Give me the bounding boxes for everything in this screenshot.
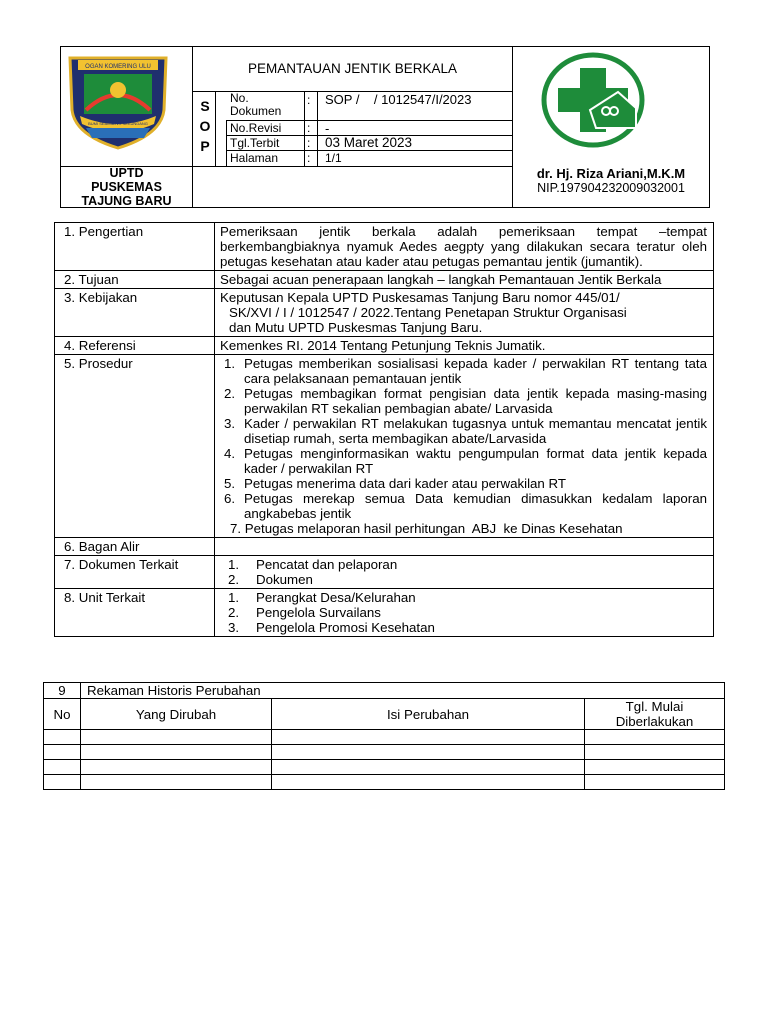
field-halaman-label: Halaman	[230, 151, 279, 165]
prosedur-step	[220, 356, 707, 386]
unit-item	[224, 590, 707, 605]
step-number: 2.	[224, 386, 236, 401]
sop-letter-p: P	[200, 138, 210, 154]
step-text: Petugas memberikan sosialisasi kepada kader / perwakilan RT tentang tata cara pelaksanaan pemantauan jentik	[244, 356, 707, 386]
table-cell	[81, 775, 272, 790]
prosedur-label: 5. Prosedur	[55, 355, 215, 538]
dokumen-items	[215, 556, 714, 589]
field-no-revisi-value: -	[325, 121, 330, 136]
row-kebijakan	[55, 289, 714, 337]
col-no-header: No	[44, 699, 81, 730]
table-cell	[585, 775, 725, 790]
table-cell	[272, 730, 585, 745]
table-cell	[44, 730, 81, 745]
table-cell	[81, 760, 272, 775]
dokumen-item	[224, 557, 707, 572]
table-row	[44, 775, 725, 790]
bagan-value	[215, 538, 714, 556]
regency-emblem	[66, 50, 170, 150]
tujuan-text: Sebagai acuan penerapaan langkah – langkah Pemantauan Jentik Berkala	[215, 271, 714, 289]
item-number: 1.	[228, 557, 240, 572]
org-line-1: UPTD	[109, 166, 144, 180]
sop-letters	[196, 96, 214, 156]
table-cell	[272, 760, 585, 775]
dokumen-item	[224, 572, 707, 587]
kebijakan-text	[215, 289, 714, 337]
step-number: 4.	[224, 446, 236, 461]
item-text: Perangkat Desa/Kelurahan	[256, 590, 416, 605]
record-header-row	[44, 699, 725, 730]
col-date-line-1: Tgl. Mulai	[625, 699, 684, 714]
prosedur-steps	[215, 355, 714, 538]
table-cell	[44, 760, 81, 775]
table-cell	[81, 730, 272, 745]
field-tgl-terbit-sep: :	[307, 136, 311, 150]
table-row	[44, 760, 725, 775]
tujuan-label: 2. Tujuan	[55, 271, 215, 289]
col-date-line-2: Diberlakukan	[615, 714, 694, 729]
item-text: Pengelola Survailans	[256, 605, 381, 620]
table-cell	[81, 745, 272, 760]
record-title: Rekaman Historis Perubahan	[81, 683, 725, 699]
kebijakan-label: 3. Kebijakan	[55, 289, 215, 337]
record-title-row	[44, 683, 725, 699]
dokumen-label: 7. Dokumen Terkait	[55, 556, 215, 589]
prosedur-step	[220, 521, 707, 536]
sop-letter-s: S	[200, 98, 210, 114]
referensi-label: 4. Referensi	[55, 337, 215, 355]
unit-item	[224, 620, 707, 635]
row-bagan-alir	[55, 538, 714, 556]
sop-letter-o: O	[199, 118, 211, 134]
prosedur-step	[220, 476, 707, 491]
col-date-header	[585, 699, 725, 730]
item-text: Pencatat dan pelaporan	[256, 557, 398, 572]
signer-name: dr. Hj. Riza Ariani,M.K.M	[536, 166, 686, 181]
row-tujuan	[55, 271, 714, 289]
table-cell	[272, 745, 585, 760]
col-changed-header: Yang Dirubah	[81, 699, 272, 730]
kebijakan-line-3: dan Mutu UPTD Puskesmas Tanjung Baru.	[229, 320, 483, 335]
item-number: 3.	[228, 620, 240, 635]
row-pengertian	[55, 223, 714, 271]
unit-label: 8. Unit Terkait	[55, 589, 215, 637]
organization-name	[61, 166, 192, 208]
field-no-revisi-sep: :	[307, 121, 311, 135]
document-title: PEMANTAUAN JENTIK BERKALA	[247, 61, 458, 76]
table-cell	[44, 775, 81, 790]
kebijakan-line-1: Keputusan Kepala UPTD Puskesamas Tanjung Baru nomor 445/01/	[220, 290, 620, 305]
item-number: 2.	[228, 605, 240, 620]
kebijakan-line-2: SK/XVI / I / 1012547 / 2022.Tentang Penetapan Struktur Organisasi	[229, 305, 627, 320]
step-text: Petugas merekap semua Data kemudian dimasukkan kedalam laporan angkabebas jentik	[244, 491, 707, 521]
step-number: 5.	[224, 476, 236, 491]
prosedur-step	[220, 491, 707, 521]
step-text: Petugas membagikan format pengisian data jentik kepada masing-masing perwakilan RT sekalian pembagian abate/ Larvasida	[244, 386, 707, 416]
signer-nip: NIP.197904232009032001	[537, 181, 685, 195]
prosedur-step	[220, 446, 707, 476]
field-halaman-value: 1/1	[325, 151, 342, 165]
item-number: 2.	[228, 572, 240, 587]
org-line-3: TAJUNG BARU	[81, 194, 172, 208]
field-tgl-terbit-label: Tgl.Terbit	[230, 136, 280, 150]
step-text: Kader / perwakilan RT melakukan tugasnya untuk memantau mencatat jentik disetiap rumah, serta membagikan abate/Larvasida	[244, 416, 707, 446]
field-tgl-terbit-value: 03 Maret 2023	[325, 135, 413, 150]
field-no-dokumen-label: No. Dokumen	[230, 91, 282, 118]
item-text: Pengelola Promosi Kesehatan	[256, 620, 435, 635]
unit-item	[224, 605, 707, 620]
step-number: 7.	[230, 521, 242, 536]
step-text: Petugas menerima data dari kader atau perwakilan RT	[244, 476, 567, 491]
col-content-header: Isi Perubahan	[272, 699, 585, 730]
prosedur-step	[220, 416, 707, 446]
org-line-2: PUSKEMAS	[91, 180, 162, 194]
step-number: 6.	[224, 491, 236, 506]
emblem-ribbon-text: BUMI SEBIMBING SEKUNDANG	[88, 121, 148, 126]
step-number: 3.	[224, 416, 236, 431]
field-no-dokumen-value: SOP / / 1012547/I/2023	[325, 92, 472, 107]
prosedur-step	[220, 386, 707, 416]
table-cell	[585, 745, 725, 760]
pengertian-label: 1. Pengertian	[55, 223, 215, 271]
pengertian-text: Pemeriksaan jentik berkala adalah pemeriksaan tempat –tempat berkembangbiaknya nyamuk Aedes aegpty yang dilakukan secara teratur oleh petugas kesehatan atau kader atau petugas pemantau jentik (jumantik).	[215, 223, 714, 271]
row-dokumen-terkait	[55, 556, 714, 589]
table-cell	[585, 730, 725, 745]
row-referensi	[55, 337, 714, 355]
record-number: 9	[44, 683, 81, 699]
field-no-dokumen-sep: :	[307, 93, 311, 107]
row-unit-terkait	[55, 589, 714, 637]
row-prosedur	[55, 355, 714, 538]
unit-items	[215, 589, 714, 637]
table-cell	[585, 760, 725, 775]
puskesmas-logo	[540, 52, 646, 148]
item-number: 1.	[228, 590, 240, 605]
referensi-text: Kemenkes RI. 2014 Tentang Petunjung Teknis Jumatik.	[215, 337, 714, 355]
table-cell	[272, 775, 585, 790]
step-number: 1.	[224, 356, 236, 371]
field-no-revisi-label: No.Revisi	[230, 121, 282, 135]
table-row	[44, 730, 725, 745]
bagan-label: 6. Bagan Alir	[55, 538, 215, 556]
step-text: Petugas menginformasikan waktu pengumpulan format data jentik kepada kader / perwakilan RT	[244, 446, 707, 476]
sop-content-table	[54, 222, 714, 637]
field-halaman-sep: :	[307, 151, 311, 165]
document-header	[60, 46, 710, 208]
revision-history-table	[43, 682, 725, 790]
emblem-banner-text: OGAN KOMERING ULU	[85, 64, 151, 70]
table-row	[44, 745, 725, 760]
item-text: Dokumen	[256, 572, 313, 587]
step-text: Petugas melaporan hasil perhitungan ABJ ke Dinas Kesehatan	[244, 521, 623, 536]
table-cell	[44, 745, 81, 760]
